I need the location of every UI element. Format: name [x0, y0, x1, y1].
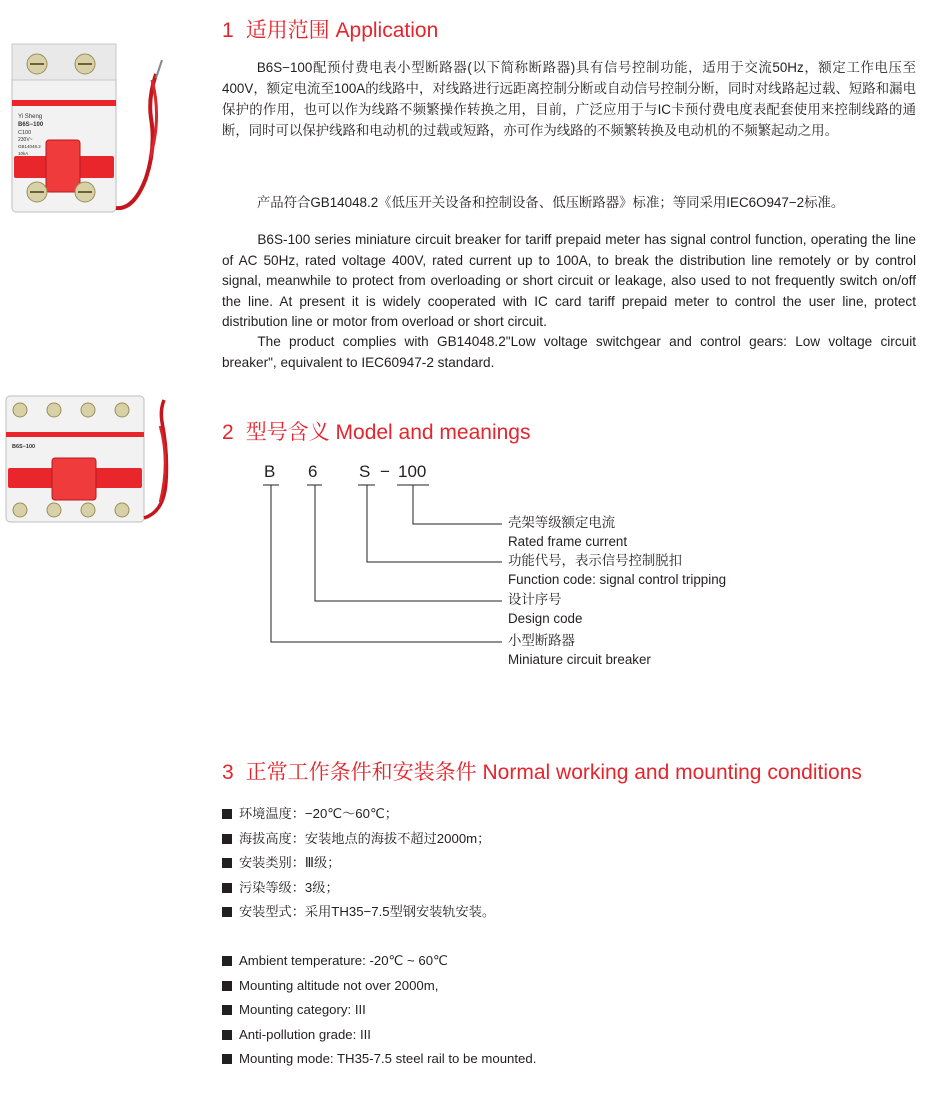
meaning-design-code — [508, 590, 582, 628]
meaning-rated-frame-current — [508, 513, 627, 551]
two-pole-breaker-illustration — [6, 38, 186, 218]
product-image-three-pole — [4, 392, 180, 542]
section-2-heading — [222, 416, 530, 446]
meaning-3-cn: 设计序号 — [508, 592, 562, 607]
bullet-square-icon — [222, 1005, 232, 1015]
condition-cn-altitude: 海拔高度：安装地点的海拔不超过2000m； — [239, 830, 491, 846]
model-code-diagram — [222, 458, 782, 678]
front-label-voltage: 230V~ — [18, 137, 33, 143]
bullet-square-icon — [222, 834, 232, 844]
standard-en-paragraph: The product complies with GB14048.2"Low voltage switchgear and control gears: Low voltage circuit breaker", equivalent to IEC60947-2 standard. — [222, 334, 916, 370]
list-item — [222, 974, 536, 999]
condition-en-temperature: Ambient temperature: -20℃ ~ 60℃ — [239, 953, 448, 968]
conditions-cn-list — [222, 802, 495, 925]
front-label-std: GB14048.2 — [18, 144, 41, 149]
list-item — [222, 900, 495, 925]
bullet-square-icon — [222, 981, 232, 991]
bullet-square-icon — [222, 907, 232, 917]
meaning-1-en: Rated frame current — [508, 534, 628, 549]
section-2-number: 2 — [222, 421, 234, 444]
list-item — [222, 851, 495, 876]
condition-en-altitude: Mounting altitude not over 2000m, — [239, 977, 439, 993]
front-label-cap: 10kA — [18, 151, 29, 156]
section-1-title: 适用范围 Application — [245, 19, 439, 42]
bullet-square-icon — [222, 883, 232, 893]
bullet-square-icon — [222, 1030, 232, 1040]
section-3-number: 3 — [222, 761, 234, 784]
meaning-miniature-circuit-breaker — [508, 631, 651, 669]
conditions-en-list — [222, 949, 536, 1072]
section-2-title: 型号含义 Model and meanings — [245, 421, 531, 444]
code-letter-b: B — [264, 462, 276, 481]
condition-en-category: Mounting category: III — [239, 1002, 366, 1018]
meaning-1-cn: 壳架等级额定电流 — [508, 515, 616, 530]
bullet-square-icon — [222, 1054, 232, 1064]
list-item — [222, 949, 536, 974]
condition-en-mounting: Mounting mode: TH35-7.5 steel rail to be mounted. — [239, 1051, 537, 1067]
meaning-4-cn: 小型断路器 — [508, 633, 575, 648]
section-1-number: 1 — [222, 19, 234, 42]
condition-cn-mounting: 安装型式：采用TH35−7.5型钢安装轨安装。 — [239, 904, 496, 920]
section-3-title: 正常工作条件和安装条件 Normal working and mounting conditions — [245, 761, 862, 784]
code-letter-s: S — [359, 462, 371, 481]
list-item — [222, 827, 495, 852]
front-label-rating: C100 — [18, 130, 32, 136]
brand-label: Yi Sheng — [18, 114, 43, 120]
meaning-2-en: Function code: signal control tripping — [508, 572, 727, 587]
list-item — [222, 802, 495, 827]
three-pole-model-label: B6S−100 — [12, 444, 36, 450]
standard-cn-paragraph: 产品符合GB14048.2《低压开关设备和控制设备、低压断路器》标准；等同采用IEC6O947−2标准。 — [256, 195, 845, 210]
bullet-square-icon — [222, 858, 232, 868]
product-image-two-pole — [6, 38, 186, 218]
section-3-heading — [222, 756, 862, 786]
code-dash: − — [380, 462, 390, 481]
condition-cn-category: 安装类别：Ⅲ级； — [239, 855, 341, 871]
code-number-100: 100 — [398, 462, 427, 481]
meaning-2-cn: 功能代号，表示信号控制脱扣 — [508, 553, 683, 568]
section-1-heading — [222, 14, 438, 44]
list-item — [222, 998, 536, 1023]
list-item — [222, 876, 495, 901]
bullet-square-icon — [222, 809, 232, 819]
condition-cn-temperature: 环境温度：−20℃～60℃； — [239, 806, 398, 821]
code-digit-6: 6 — [308, 462, 318, 481]
three-pole-breaker-illustration — [4, 392, 180, 542]
list-item — [222, 1023, 536, 1048]
application-cn-paragraph: B6S−100配预付费电表小型断路器(以下简称断路器)具有信号控制功能，适用于交流50Hz，额定工作电压至400V，额定电流至100A的线路中，对线路进行远距离控制分断或自动信号控制分断，同时对线路起过载、短路和漏电保护的作用，也可以作为线路不频繁操作转换之用，目前，广泛应用于与IC卡预付费电度表配套使用来控制线路的通断，同时可以保护线路和电动机的过载或短路，亦可作为线路的不频繁转换及电动机的不频繁起动之用。 — [222, 60, 916, 138]
meaning-3-en: Design code — [508, 611, 583, 626]
bullet-square-icon — [222, 956, 232, 966]
condition-en-pollution: Anti-pollution grade: III — [239, 1026, 371, 1042]
meaning-4-en: Miniature circuit breaker — [508, 652, 651, 667]
front-label-model: B6S−100 — [18, 122, 44, 128]
condition-cn-pollution: 污染等级：3级； — [239, 879, 339, 895]
application-en-paragraph: B6S-100 series miniature circuit breaker for tariff prepaid meter has signal control function, operating the line of AC 50Hz, rated voltage 400V, rated current up to 100A, to break the distribution line remotely or by control signal, meanwhile to protect from overloading or short circuit or leakage, also used to not frequently switch on/off the line. At present it is widely cooperated with IC card tariff prepaid meter to control the user line, protect distribution line or motor from overload or short circuit. — [222, 232, 916, 330]
meaning-function-code — [508, 551, 726, 589]
list-item — [222, 1047, 536, 1072]
